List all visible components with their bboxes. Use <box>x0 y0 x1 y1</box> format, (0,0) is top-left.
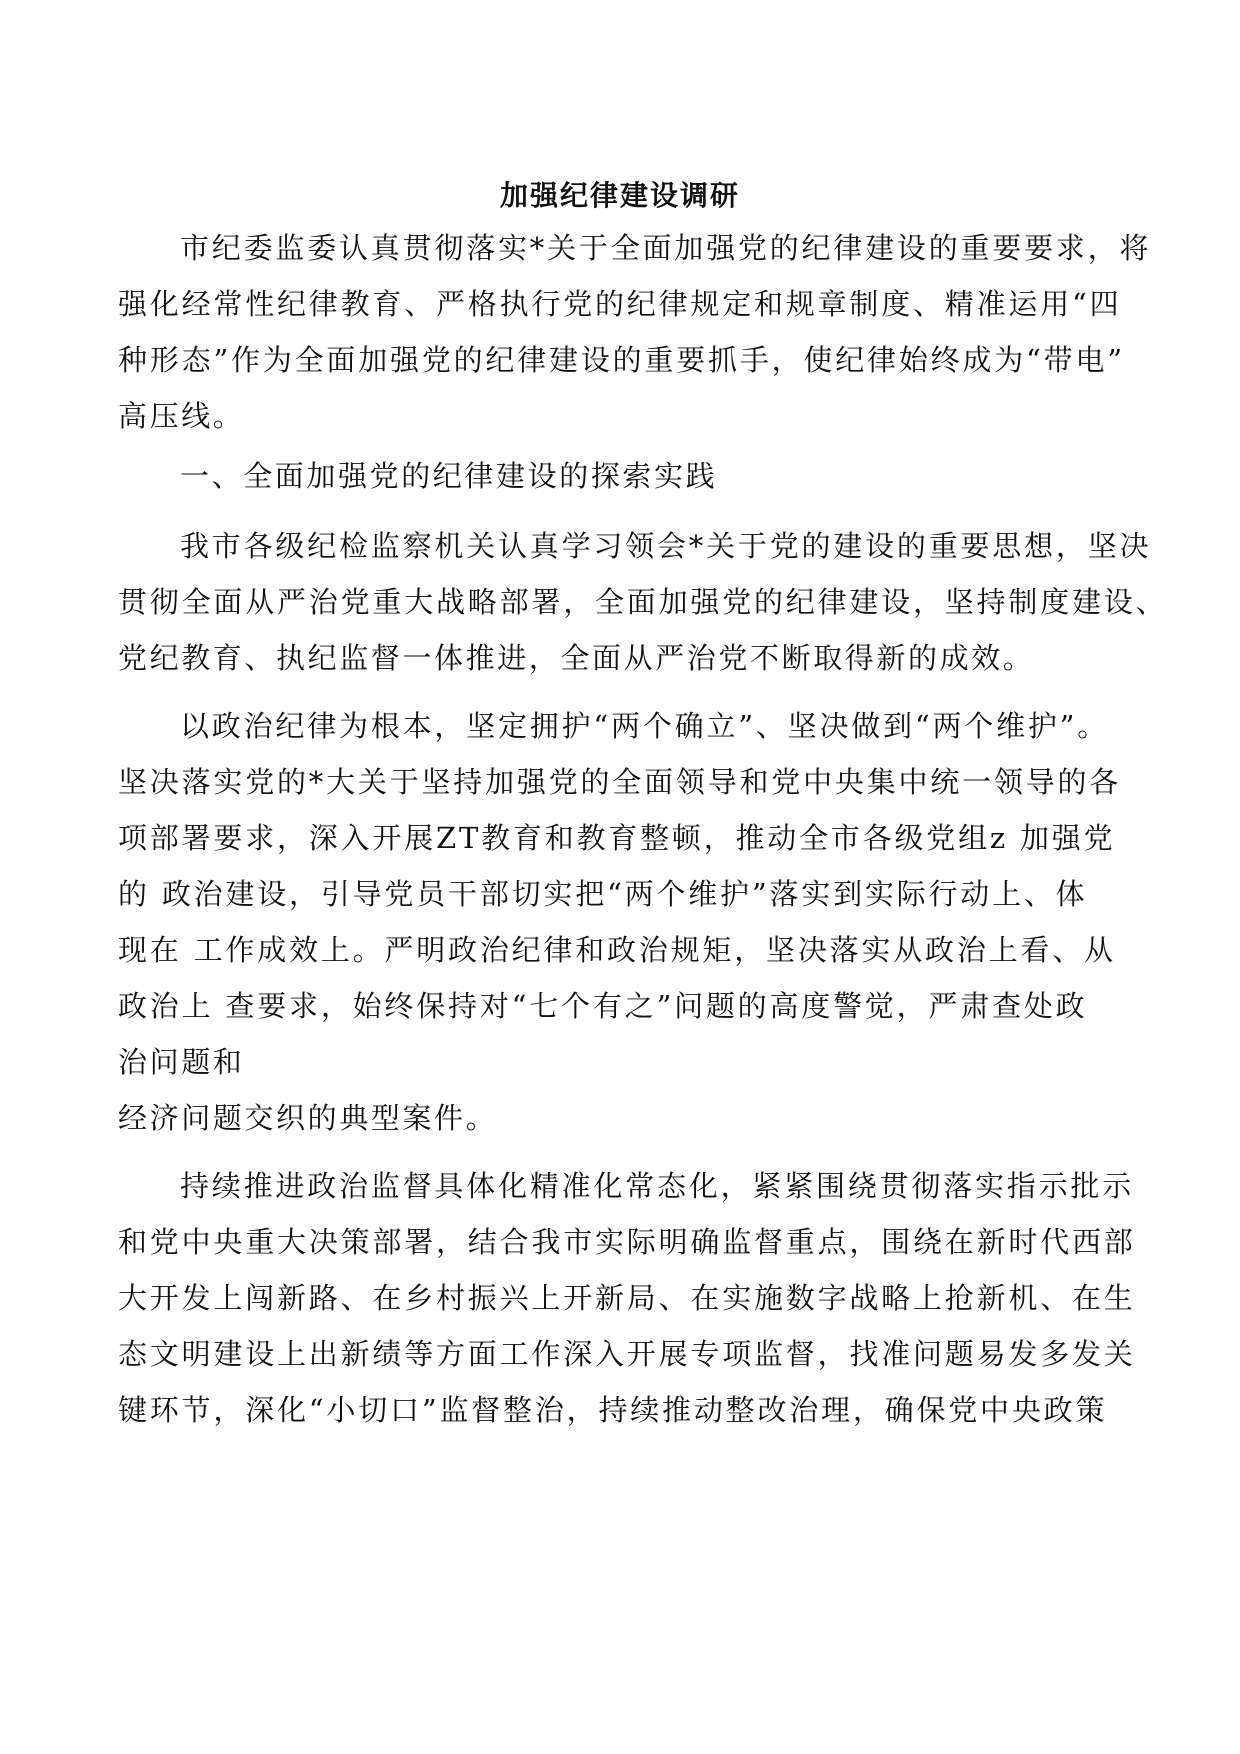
paragraph-1-line-4: 高压线。 <box>118 399 245 433</box>
document-title: 加强纪律建设调研 <box>499 179 740 212</box>
paragraph-1-line-2: 强化经常性纪律教育、严格执行党的纪律规定和规章制度、精准运用“四 <box>118 287 1122 321</box>
paragraph-3-line-4: 的 政治建设，引导党员干部切实把“两个维护”落实到实际行动上、体 <box>118 877 1088 911</box>
paragraph-1-line-1: 市纪委监委认真贯彻落实*关于全面加强党的纪律建设的重要要求，将 <box>180 231 1152 265</box>
paragraph-3-line-3: 项部署要求，深入开展ZT教育和教育整顿，推动全市各级党组z 加强党 <box>118 821 1116 855</box>
paragraph-2-line-3: 党纪教育、执纪监督一体推进，全面从严治党不断取得新的成效。 <box>118 641 1035 675</box>
paragraph-1-line-3: 种形态”作为全面加强党的纪律建设的重要抓手，使纪律始终成为“带电” <box>118 343 1125 377</box>
paragraph-3-line-8: 经济问题交织的典型案件。 <box>118 1101 498 1135</box>
paragraph-3-line-1: 以政治纪律为根本，坚定拥护“两个确立”、坚决做到“两个维护”。 <box>180 709 1110 743</box>
paragraph-4-line-2: 和党中央重大决策部署，结合我市实际明确监督重点，围绕在新时代西部 <box>118 1225 1136 1259</box>
paragraph-3-line-2: 坚决落实党的*大关于坚持加强党的全面领导和党中央集中统一领导的各 <box>118 765 1122 799</box>
paragraph-2-line-1: 我市各级纪检监察机关认真学习领会*关于党的建设的重要思想，坚决 <box>180 529 1152 563</box>
paragraph-4-line-3: 大开发上闯新路、在乡村振兴上开新局、在实施数字战略上抢新机、在生 <box>118 1281 1136 1315</box>
paragraph-3-line-6: 政治上 查要求，始终保持对“七个有之”问题的高度警觉，严肃查处政 <box>118 989 1088 1023</box>
section-heading-1: 一、全面加强党的纪律建设的探索实践 <box>180 459 718 493</box>
paragraph-4-line-5: 键环节，深化“小切口”监督整治，持续推动整改治理，确保党中央政策 <box>118 1393 1108 1427</box>
paragraph-4-line-1: 持续推进政治监督具体化精准化常态化，紧紧围绕贯彻落实指示批示 <box>180 1169 1135 1203</box>
paragraph-2-line-2: 贯彻全面从严治党重大战略部署，全面加强党的纪律建设，坚持制度建设、 <box>118 585 1168 619</box>
paragraph-4-line-4: 态文明建设上出新绩等方面工作深入开展专项监督，找准问题易发多发关 <box>118 1337 1136 1371</box>
paragraph-3-line-5: 现在 工作成效上。严明政治纪律和政治规矩，坚决落实从政治上看、从 <box>118 933 1116 967</box>
paragraph-3-line-7: 治问题和 <box>118 1045 245 1079</box>
